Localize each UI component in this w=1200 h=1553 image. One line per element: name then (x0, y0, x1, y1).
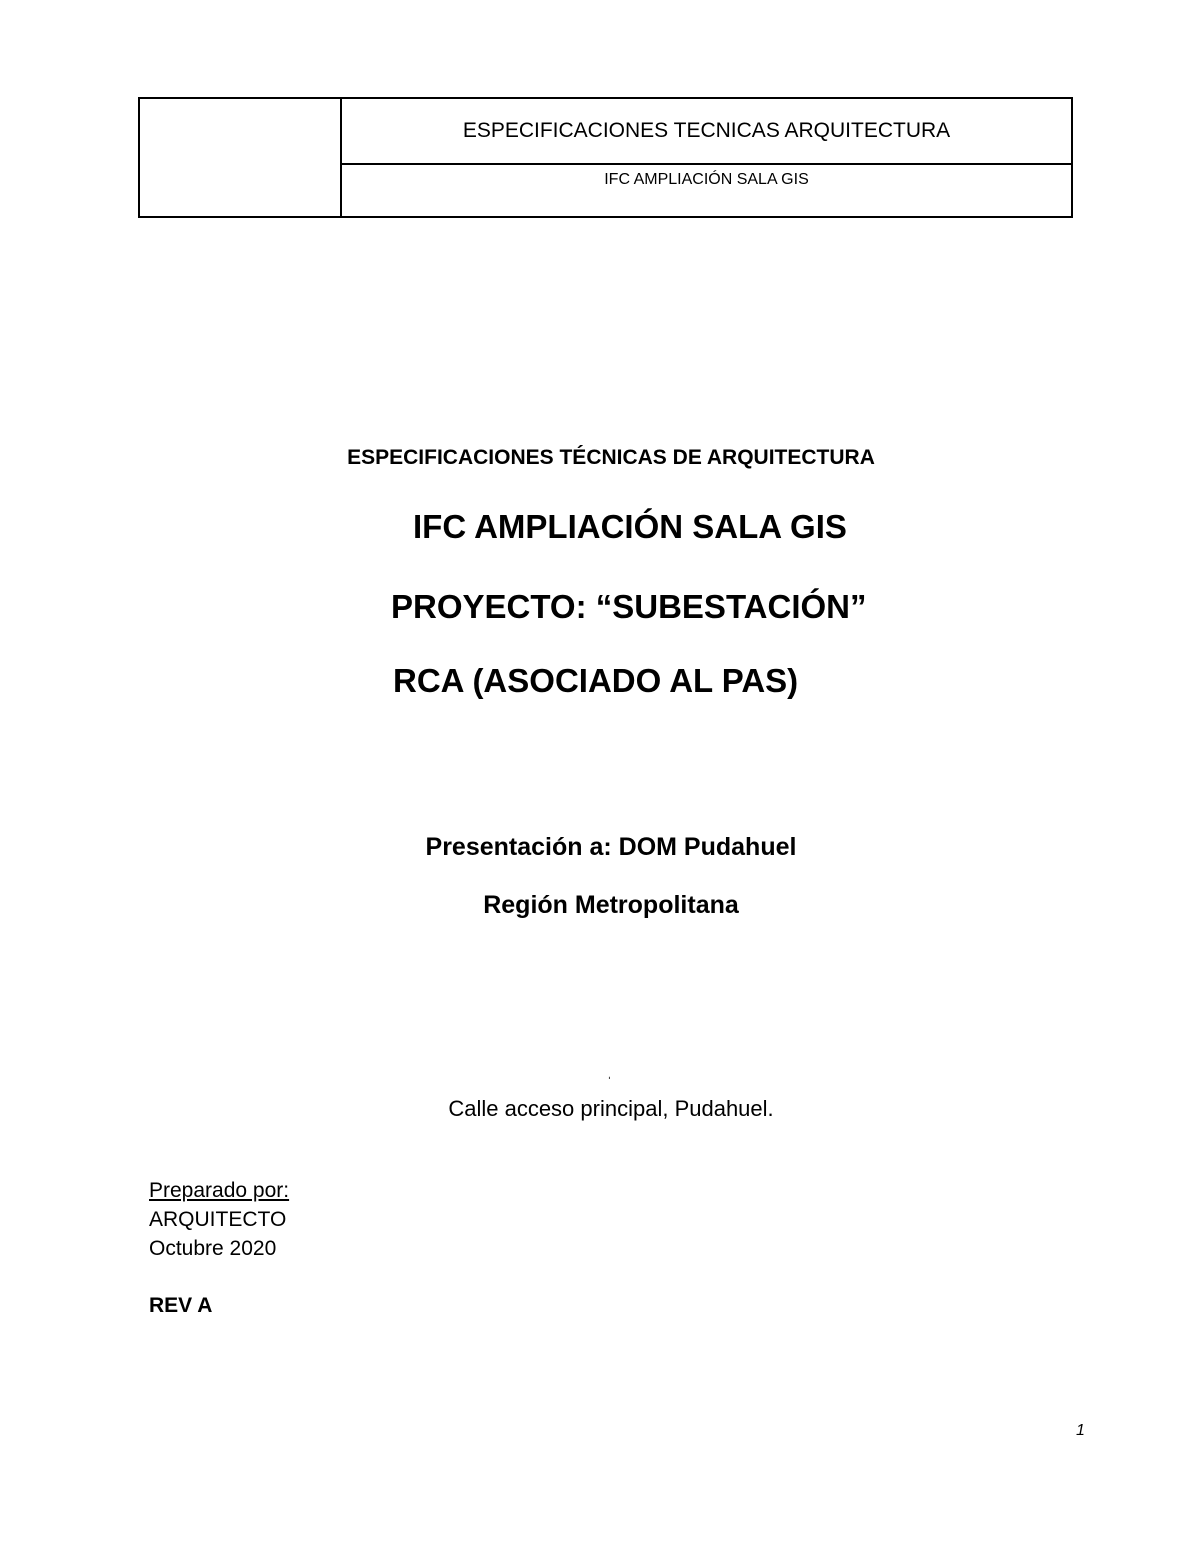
header-table (138, 97, 1073, 218)
presented-to: Presentación a: DOM Pudahuel (425, 833, 797, 861)
revision-label: REV A (149, 1294, 213, 1317)
address: Calle acceso principal, Pudahuel. (448, 1096, 774, 1121)
tick-mark: ˈ (607, 1074, 612, 1090)
prepared-by-label: Preparado por: (149, 1179, 290, 1202)
header-subtitle-cell (342, 165, 1071, 216)
header-title-cell (342, 99, 1071, 165)
prepared-date: Octubre 2020 (149, 1237, 277, 1260)
cover-title-line-3: RCA (ASOCIADO AL PAS) (393, 662, 799, 699)
header-title: ESPECIFICACIONES TECNICAS ARQUITECTURA (462, 119, 951, 142)
cover-title-line-2: PROYECTO: “SUBESTACIÓN” (391, 588, 867, 625)
header-subtitle: IFC AMPLIACIÓN SALA GIS (604, 170, 809, 188)
region: Región Metropolitana (483, 891, 739, 919)
header-logo-cell (140, 99, 342, 216)
cover-title-line-1: IFC AMPLIACIÓN SALA GIS (413, 508, 847, 545)
prepared-by-name: ARQUITECTO (149, 1208, 287, 1231)
page-number: 1 (1076, 1422, 1085, 1439)
document-heading: ESPECIFICACIONES TÉCNICAS DE ARQUITECTURA (347, 446, 875, 469)
